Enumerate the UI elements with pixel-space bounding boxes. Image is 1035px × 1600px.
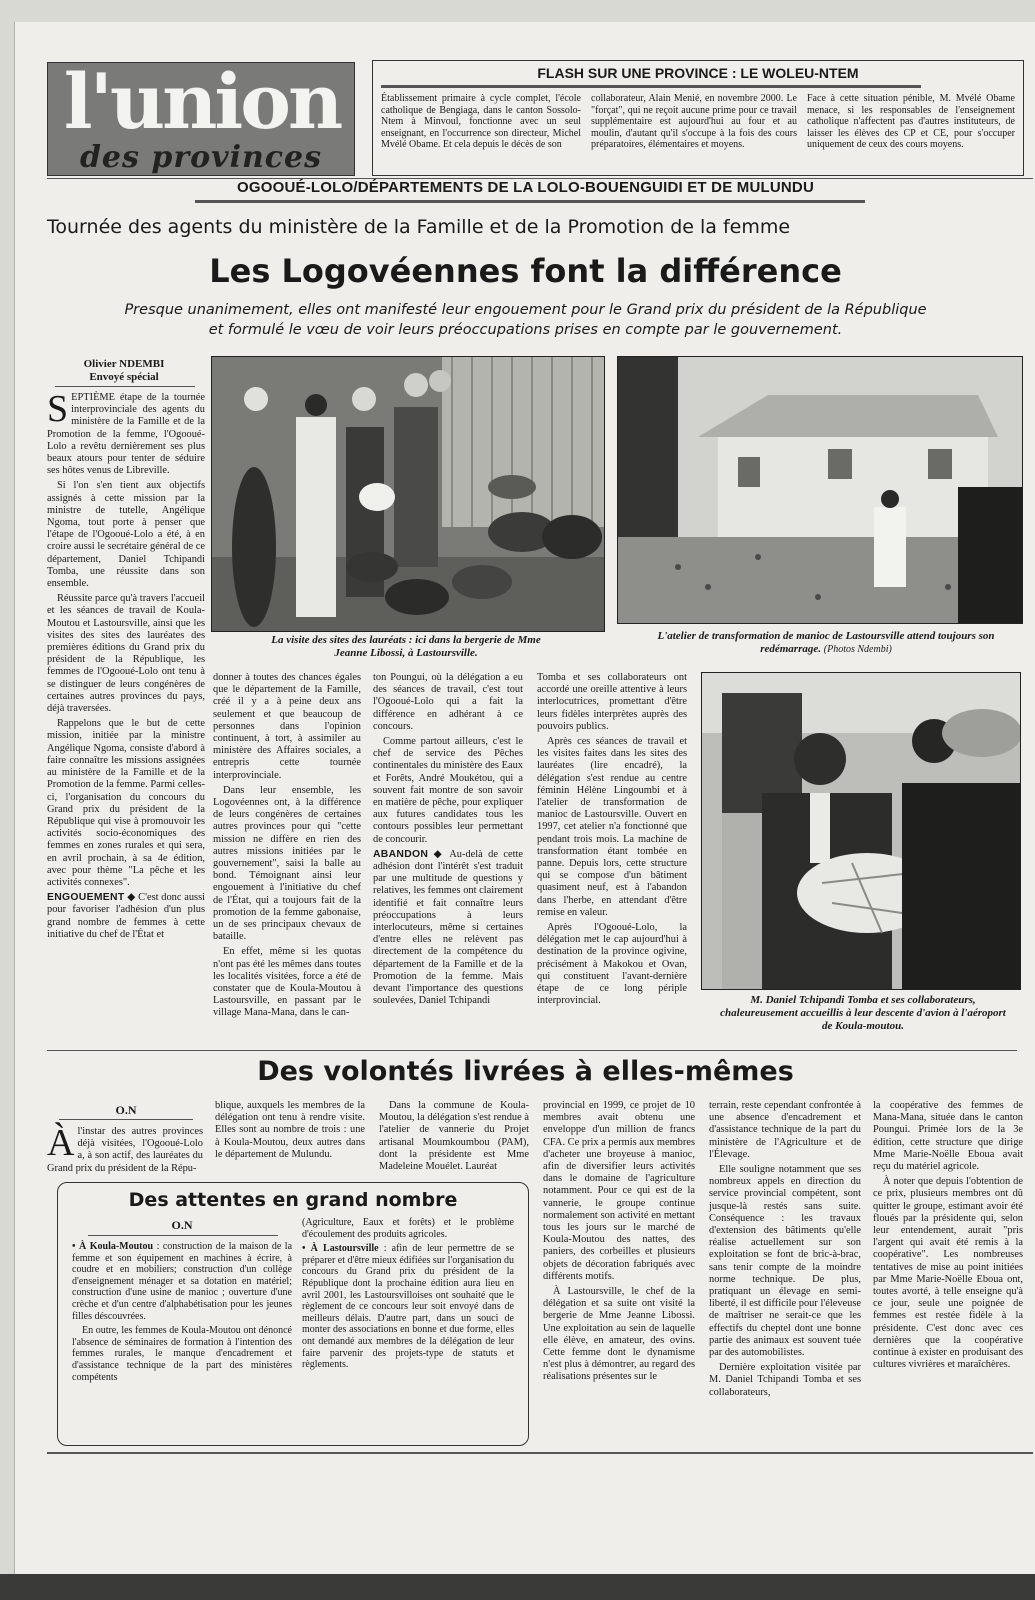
- article2-col-4: provincial en 1999, ce projet de 10 membres avait obtenu une enveloppe d'un million de francs CFA. Ce prix a permis aux membres d'acheter une broyeuse à manioc, afin de diversifier leurs activités dans le domaine de l'agriculture notamment. Pour ce qui est de la vannerie, le groupe continue normalement son activité en mettant tous les jours sur le marché de Koula-Moutou des nattes, des paniers, des corbeilles et plusieurs objets de décoration fabriqués avec différents motifs. À Lastoursville, le chef de la délégation et sa suite ont visité la bergerie de Mme Jeanne Libossi. Une exploitation au sein de laquelle elle élève, en amateur, des ovins. Cette femme dont le dynamisme n'est plus à démontrer, au regard des réalisations présentes sur le: [543, 1100, 695, 1383]
- article2-col-1: Àl'instar des autres provinces déjà visitées, l'Ogooué-Lolo a, à son actif, des lauréates du Grand prix du président de la Répu-: [47, 1122, 203, 1174]
- article2-dropcap: À: [47, 1122, 75, 1164]
- photo-cassava-workshop: [617, 356, 1023, 624]
- flash-col-2: collaborateur, Alain Menié, en novembre 2000. Le "forçat", qui ne reçoit aucune prime pour ce travail supplémentaire est aujourd'hui au four et au moulin, d'autant qu'il s'occupe à la fois des cours préparatoires, élémentaires et moyens.: [591, 93, 797, 150]
- lead-engouement: ENGOUEMENT: [47, 892, 125, 904]
- expectations-box: [57, 1182, 529, 1446]
- caption-photo-2: L'atelier de transformation de manioc de Lastoursville attend toujours son redémarrage. (Photos Ndembi): [657, 630, 995, 655]
- flash-col-1: Établissement primaire à cycle complet, l'école catholique de Bengiaga, dans le canton Sossolo-Ntem à Minvoul, fonctionne avec un seul enseignant, en l'occurrence son directeur, Michel Mvélé Obame. Et cela depuis le décès de son: [381, 93, 581, 150]
- article2-byline-rule: [59, 1119, 193, 1120]
- article-col-2: donner à toutes des chances égales que le département de la Famille, créé il y a à peine deux ans seulement et que beaucoup de personnes dans l'opinion continuent, à tort, à assimiler au ministère des Affaires sociales, a entrepris cette tournée interprovinciale. Dans leur ensemble, les Logovéennes ont, à la différence de leurs congénères de certaines autres provinces pour qui "cette mission ne diffère en rien des autres missions initiées par le gouvernement", saisi la balle au bond. Témoignant ainsi leur engouement à l'initiative du chef de l'État, qui a toujours fait de la promotion de la femme gabonaise, un de ses principaux chevaux de bataille. En effet, même si les quotas n'ont pas été les mêmes dans toutes les localités visitées, force a été de constater que de Koula-Moutou à Lastoursville, en passant par le village Mana-Mana, dans le can-: [213, 672, 361, 1019]
- byline-name: Olivier NDEMBI: [83, 358, 165, 370]
- photo-sheep-farm-image: [212, 357, 604, 631]
- box-headline: Des attentes en grand nombre: [128, 1189, 458, 1211]
- photo-cassava-workshop-image: [618, 357, 1022, 623]
- article-col-1: SEPTIÈME étape de la tournée interprovinciale des agents du ministère de la Famille et de la Promotion de la femme, l'Ogooué-Lolo a revêtu dernièrement ses plus beaux atours pour tenter de séduire ses hôtes venus de Libreville. Si l'on s'en tient aux objectifs assignés à cette mission par la ministre de tutelle, Angélique Ngoma, tout porte à penser que l'étape de l'Ogooué-Lolo a été, à en croire aussi le secrétaire général de ce département, Daniel Tchipandi Tomba, une réussite dans son ensemble. Réussite parce qu'à travers l'accueil et les séances de travail de Koula-Moutou et Lastoursville, ainsi que les visites des sites des lauréates des premières éditions du Grand prix du président de la République, les femmes de l'Ogooué-Lolo ont tenu à se distinguer de leurs congénères de certaines autres provinces du pays, déjà traversées. Rappelons que le but de cette mission, initiée par la ministre Angélique Ngoma, consiste d'abord à faire connaître les missions assignées au ministère de la Famille et de la Promotion de la femme. Parmi celles-ci, l'organisation du concours du Grand prix du président de la République qui vise à promouvoir les activités socio-économiques des femmes en zones rurales et qui sera, en avril prochain, à sa 4e édition, avec pour thème "La pêche et les activités connexes". ENGOUEMENT ◆ C'est donc aussi pour favoriser l'adhésion d'un plus grand nombre de femmes à cette initiative du chef de l'État et: [47, 388, 205, 940]
- article2-col-3: Dans la commune de Koula-Moutou, la délégation s'est rendue à l'atelier de vannerie du Projet artisanal Moumkoumbou (PAM), dont la présidente est Mme Madeleine Mouélet. Lauréat: [379, 1100, 529, 1173]
- box-col-2: (Agriculture, Eaux et forêts) et le problème d'écoulement des produits agricoles. • À Lastoursville : afin de leur permettre de se préparer et d'être mieux édifiées sur l'organisation du concours du Grand prix du président de la République dont la prochaine édition aura lieu en avril 2001, les Lastoursvilloises ont souhaité que le règlement de ce concours leur soit envoyé dans de meilleurs délais. D'autre part, dans un souci de monter des associations en bonne et due forme, elles ont demandé aux membres de la délégation de leur faire parvenir des projets-type de statuts et règlements.: [302, 1217, 515, 1371]
- newspaper-page: [14, 22, 1035, 1574]
- caption-photo-1: La visite des sites des lauréats : ici dans la bergerie de Mme Jeanne Libossi, à Lastoursville.: [271, 634, 541, 659]
- masthead-subtitle: des provinces: [79, 140, 323, 175]
- article2-col-6: la coopérative des femmes de Mana-Mana, située dans le canton Poungui. Primée lors de la 3e édition, cette structure que dirige Mme Marie-Noëlle Eboua avait reçu du matériel agricole. À noter que depuis l'obtention de ce prix, plusieurs membres ont dû quitter le groupe, estimant avoir été floués par la présidente qui, selon leur entendement, aurait "pris l'argent qui avait été remis à la coopérative". Les nombreuses tentatives de mise au point initiées par Mme Marie-Noëlle Eboua ont, toutes avorté, à telle enseigne qu'à ce jour, seule une poignée de femmes est restée fidèle à la présidente. C'est donc avec ces dernières que la coopérative continue à exister en produisant des cultures vivrières et maraîchères.: [873, 1100, 1023, 1371]
- article2-headline: Des volontés livrées à elles-mêmes: [257, 1056, 794, 1087]
- flash-box: [372, 60, 1024, 176]
- article-col-3: ton Poungui, où la délégation a eu des séances de travail, c'est tout l'Ogooué-Lolo qui a fait la différence en adhérant à ce concours. Comme partout ailleurs, c'est le chef de service des Pêches continentales du ministère des Eaux et Forêts, André Moukétou, qui a souvent fait montre de son savoir en matière de pêche, pour expliquer aux futures candidates tous les contours possibles leur permettant de concourir. ABANDON ◆ Au-delà de cette adhésion dont l'intérêt s'est traduit par une multitude de questions y relatives, les femmes ont clairement identifié et fait connaître leurs préoccupations à leurs interlocuteurs, même si certaines d'entre elles ne relèvent pas directement de la compétence du département de la Famille et de la Promotion de la femme. Mais devant l'importance des questions soulevées, Daniel Tchipandi: [373, 672, 523, 1007]
- page-bottom-rule: [47, 1452, 1033, 1454]
- section-bottom-rule: [195, 200, 865, 203]
- caption-photo-credit: (Photos Ndembi): [823, 644, 892, 655]
- byline-rule: [55, 386, 195, 387]
- photo-airport-welcome-image: [702, 673, 1020, 989]
- article-headline: Les Logovéennes font la différence: [209, 252, 842, 290]
- article2-col-5: terrain, reste cependant confrontée à une absence d'encadrement et d'assistance technique de la part du ministère de l'Agriculture et de l'Élevage. Elle souligne notamment que ses nombreux appels en direction du service provincial compétent, sont jusque-là restés sans suite. Conséquence : les travaux d'extension des bâtiments qu'elle réalise actuellement sur son exploitation se font de bric-à-brac, sans tenir compte de la moindre norme technique. De plus, pratiquant un élevage en semi-liberté, il est difficile pour l'éleveuse de maîtriser ne serait-ce que les effectifs du cheptel dont une bonne partie des animaux est souvent tuée par des automobilistes. Dernière exploitation visitée par M. Daniel Tchipandi Tomba et ses collaborateurs,: [709, 1100, 861, 1398]
- box-byline-rule: [88, 1235, 278, 1236]
- photo-airport-welcome: [701, 672, 1021, 990]
- scan-bottom-strip: [0, 1574, 1035, 1600]
- caption-photo-3: M. Daniel Tchipandi Tomba et ses collaborateurs, chaleureusement accueillis à leur descente d'avion à l'aéroport de Koula-moutou.: [720, 994, 1006, 1032]
- section-heading: OGOOUÉ-LOLO/DÉPARTEMENTS DE LA LOLO-BOUENGUIDI ET DE MULUNDU: [237, 179, 814, 196]
- article2-col-2: blique, auxquels les membres de la délégation ont tenu à rendre visite. Elles sont au nombre de trois : une à Koula-Moutou, deux autres dans le département de Mulundu.: [215, 1100, 365, 1160]
- box-item1-label: • À Koula-Moutou: [72, 1241, 154, 1252]
- masthead-title: l'union: [63, 57, 341, 146]
- box-byline: O.N: [171, 1218, 193, 1232]
- photo-sheep-farm: [211, 356, 605, 632]
- box-col-1: • À Koula-Moutou : construction de la maison de la femme et son équipement en machines à écrire, à coudre et en mobiliers; construction d'un collège d'enseignement ménager et sa dotation en matériel; construction d'une usine de manioc ; ouverture d'une crèche et d'un centre d'alphabétisation pour les jeunes filles déscouvrées. En outre, les femmes de Koula-Moutou ont dénoncé l'absence de séminaires de formation à l'intention des femmes rurales, le manque d'encadrement et d'assistance technique de la part des ministères compétents: [72, 1241, 293, 1383]
- flash-rule: [381, 85, 921, 88]
- masthead: [47, 57, 355, 176]
- article-col-4: Tomba et ses collaborateurs ont accordé une oreille attentive à leurs interlocutrices, promettant d'être leurs fidèles interprètes auprès des pouvoirs publics. Après ces séances de travail et les visites faites dans les sites des lauréates (lire encadré), la délégation s'est rendue au centre féminin Hélène Lingoumbi et à l'atelier de transformation de manioc de Lastoursville. Ouvert en 1997, cet atelier n'a fonctionné que pendant trois mois. La machine de transformation étant tombée en panne. Depuis lors, cette structure qui se compose d'un bâtiment quasiment neuf, est à l'abandon dans l'herbe, en attendant d'être remise en valeur. Après l'Ogooué-Lolo, la délégation met le cap aujourd'hui à destination de la province ogivine, précisément à Makokou et Ovan, qui constituent l'avant-dernière étape de ce long périple interprovincial.: [537, 672, 687, 1007]
- article2-top-rule: [47, 1050, 1017, 1051]
- byline-role: Envoyé spécial: [89, 371, 159, 383]
- article-kicker: Tournée des agents du ministère de la Famille et de la Promotion de la femme: [47, 216, 791, 238]
- byline: [49, 358, 199, 384]
- flash-heading: FLASH SUR UNE PROVINCE : LE WOLEU-NTEM: [537, 65, 859, 81]
- lead-abandon: ABANDON: [373, 848, 429, 860]
- box-item2-label: • À Lastoursville: [302, 1243, 379, 1255]
- article-deck-line-1: Presque unanimement, elles ont manifesté leur engouement pour le Grand prix du président de la République: [124, 302, 927, 318]
- article2-byline: O.N: [115, 1103, 137, 1117]
- article-dropcap: S: [47, 388, 69, 430]
- article-deck-line-2: et formulé le vœu de voir leurs préoccupations prises en compte par le gouvernement.: [208, 322, 843, 338]
- flash-col-3: Face à cette situation pénible, M. Mvélé Obame menace, si les responsables de l'enseignement catholique n'affectent pas d'autres instituteurs, de laisser les élèves des CP et CE, pour s'occuper uniquement de ceux des cours moyens.: [807, 93, 1015, 150]
